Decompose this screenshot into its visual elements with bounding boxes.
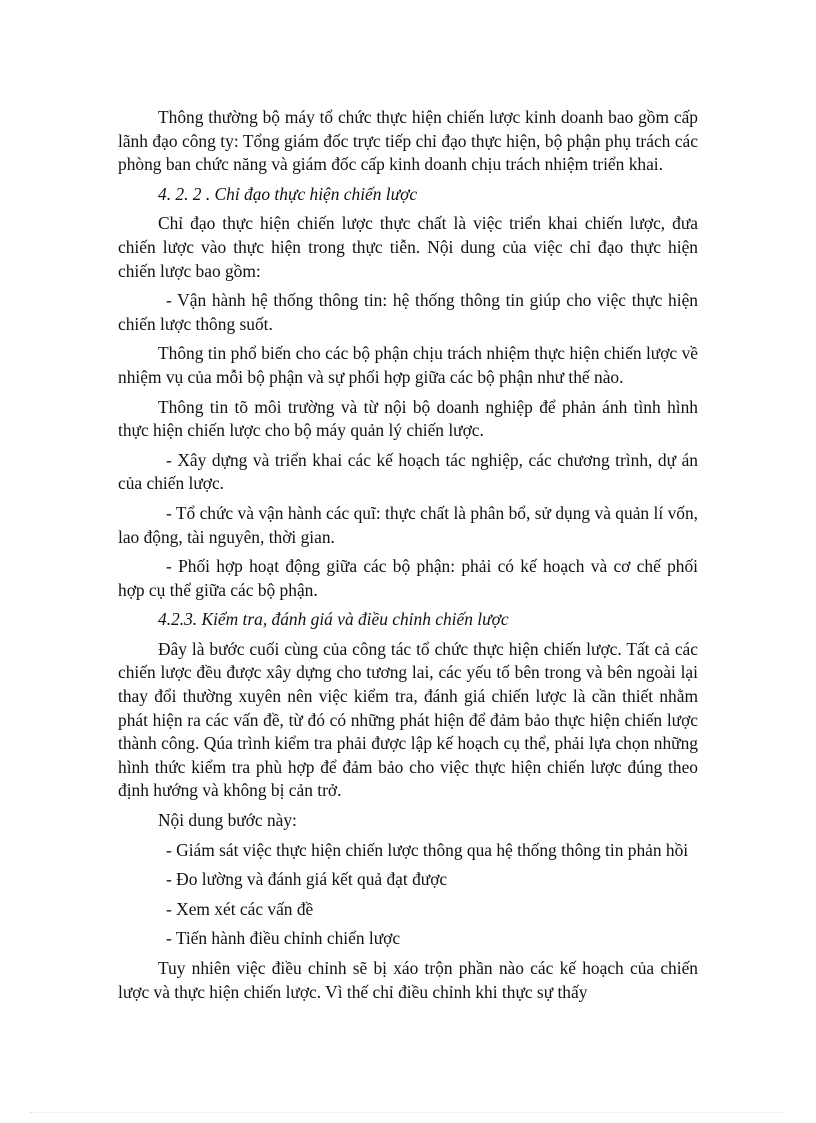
paragraph-direct-implementation: Chỉ đạo thực hiện chiến lược thực chất là việc triển khai chiến lược, đưa chiến lược vào thực hiện trong thực tiễn. Nội dung của việc chỉ đạo thực hiện chiến lược bao gồm:: [118, 213, 698, 281]
section-heading-4-2-2: 4. 2. 2 . Chỉ đạo thực hiện chiến lược: [158, 183, 418, 204]
section-heading-4-2-3: 4.2.3. Kiểm tra, đánh giá và điều chỉnh chiến lược: [158, 609, 509, 630]
paragraph-however: Tuy nhiên việc điều chỉnh sẽ bị xáo trộn phần nào các kế hoạch của chiến lược và thực hiện chiến lược. Vì thế chỉ điều chỉnh khi thực sự thấy: [118, 958, 698, 1002]
page-bottom-divider: [30, 1112, 786, 1113]
bullet-funds: - Tổ chức và vận hành các quĩ: thực chất là phân bổ, sử dụng và quản lí vốn, lao động, tài nguyên, thời gian.: [118, 502, 698, 547]
paragraph-info-dissemination: Thông tin phổ biến cho các bộ phận chịu trách nhiệm thực hiện chiến lược về nhiệm vụ của mỗi bộ phận và sự phối hợp giữa các bộ phận như thế nào.: [118, 343, 698, 387]
paragraph-info-environment: Thông tin tõ môi trường và từ nội bộ doanh nghiệp để phản ánh tình hình thực hiện chiến lược cho bộ máy quản lý chiến lược.: [118, 396, 698, 441]
bullet-monitoring: - Giám sát việc thực hiện chiến lược thông qua hệ thống thông tin phản hồi: [166, 839, 689, 860]
document-page: [118, 106, 698, 1010]
paragraph-final-step: Đây là bước cuối cùng của công tác tổ chức thực hiện chiến lược. Tất cả các chiến lược đều được xây dựng cho tương lai, các yếu tố bên trong và bên ngoài lại thay đổi thường xuyên nên việc kiểm tra, đánh giá chiến lược là cần thiết nhằm phát hiện ra các vấn đề, từ đó có những phát hiện để đảm bảo thực hiện chiến lược thành công. Qúa trình kiểm tra phải được lập kế hoạch cụ thể, phải lựa chọn những hình thức kiểm tra phù hợp để đảm bảo cho việc thực hiện chiến lược đúng theo định hướng và không bị cản trở.: [118, 638, 698, 801]
paragraph-step-content: Nội dung bước này:: [158, 810, 297, 831]
bullet-coordination: - Phối hợp hoạt động giữa các bộ phận: phải có kế hoạch và cơ chế phối hợp cụ thể giữa các bộ phận.: [118, 556, 698, 600]
bullet-information-system: - Vận hành hệ thống thông tin: hệ thống thông tin giúp cho việc thực hiện chiến lược thông suốt.: [118, 290, 698, 334]
bullet-review-issues: - Xem xét các vấn đề: [166, 898, 314, 919]
bullet-adjust: - Tiến hành điều chỉnh chiến lược: [166, 928, 401, 949]
bullet-measure: - Đo lường và đánh giá kết quả đạt được: [166, 869, 448, 890]
bullet-operational-plans: - Xây dựng và triển khai các kế hoạch tác nghiệp, các chương trình, dự án của chiến lược.: [118, 449, 698, 494]
paragraph-org-structure: Thông thường bộ máy tổ chức thực hiện chiến lược kinh doanh bao gồm cấp lãnh đạo công ty: Tổng giám đốc trực tiếp chỉ đạo thực hiện, bộ phận phụ trách các phòng ban chức năng và giám đốc cấp kinh doanh chịu trách nhiệm triển khai.: [118, 107, 698, 175]
